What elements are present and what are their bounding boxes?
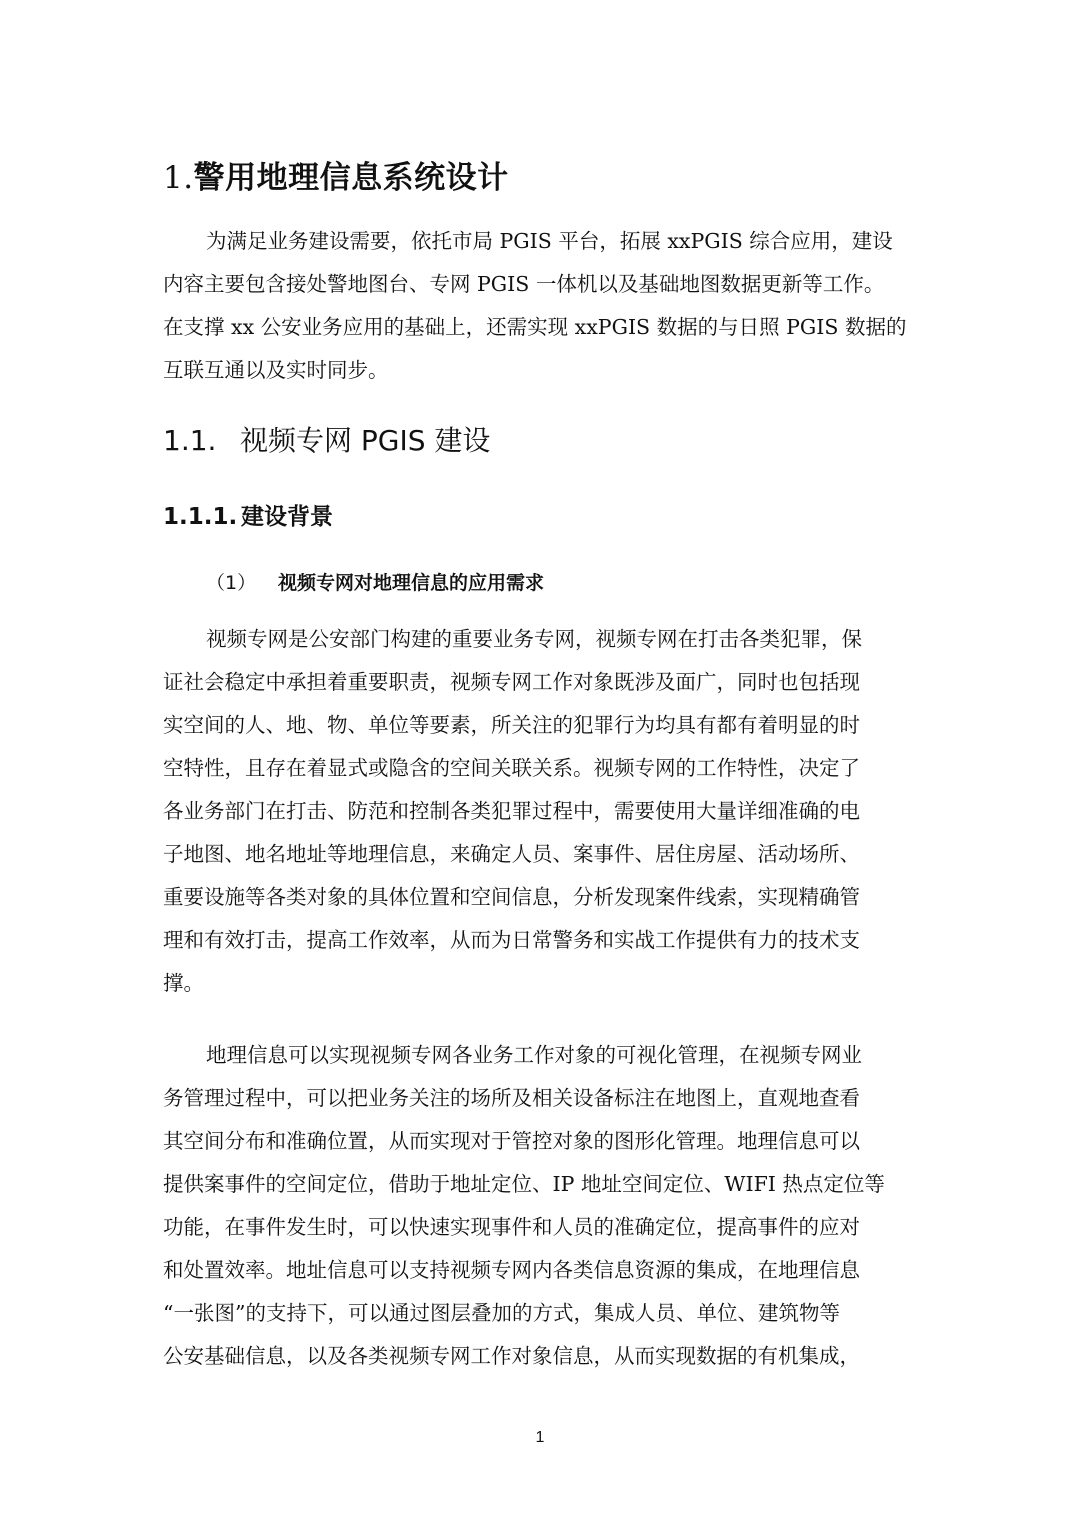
paragraph-line: 理和有效打击，提高工作效率，从而为日常警务和实战工作提供有力的技术支	[163, 928, 860, 952]
paragraph-line: 功能，在事件发生时，可以快速实现事件和人员的准确定位，提高事件的应对	[163, 1215, 860, 1239]
paragraph-line: 在支撑 xx 公安业务应用的基础上，还需实现 xxPGIS 数据的与日照 PGIS 数据的	[163, 315, 907, 339]
paragraph-line: 公安基础信息，以及各类视频专网工作对象信息，从而实现数据的有机集成，	[163, 1344, 860, 1368]
heading-2	[163, 416, 490, 466]
body-paragraph-2	[163, 1034, 923, 1378]
paragraph-line: “一张图”的支持下，可以通过图层叠加的方式，集成人员、单位、建筑物等	[163, 1301, 840, 1325]
heading-4-text: 视频专网对地理信息的应用需求	[278, 572, 545, 594]
paragraph-line: 证社会稳定中承担着重要职责，视频专网工作对象既涉及面广，同时也包括现	[163, 670, 860, 694]
paragraph-line: 各业务部门在打击、防范和控制各类犯罪过程中，需要使用大量详细准确的电	[163, 799, 860, 823]
heading-3	[163, 496, 333, 538]
paragraph-line: 提供案事件的空间定位，借助于地址定位、IP 地址空间定位、WIFI 热点定位等	[163, 1172, 885, 1196]
page-number: 1	[535, 1429, 545, 1446]
paragraph-line: 子地图、地名地址等地理信息，来确定人员、案事件、居住房屋、活动场所、	[163, 842, 860, 866]
paragraph-line: 实空间的人、地、物、单位等要素，所关注的犯罪行为均具有都有着明显的时	[163, 713, 860, 737]
paragraph-line: 撑。	[163, 971, 204, 995]
paragraph-line: 内容主要包含接处警地图台、专网 PGIS 一体机以及基础地图数据更新等工作。	[163, 272, 885, 296]
paragraph-line: 互联互通以及实时同步。	[163, 358, 389, 382]
heading-3-text: 建设背景	[241, 504, 333, 530]
paragraph-line: 重要设施等各类对象的具体位置和空间信息，分析发现案件线索，实现精确管	[163, 885, 860, 909]
heading-4-number: （1）	[206, 572, 257, 594]
body-paragraph-1	[163, 618, 923, 1005]
paragraph-line: 和处置效率。地址信息可以支持视频专网内各类信息资源的集成，在地理信息	[163, 1258, 860, 1282]
paragraph-line: 视频专网是公安部门构建的重要业务专网，视频专网在打击各类犯罪，保	[206, 627, 862, 651]
paragraph-line: 为满足业务建设需要，依托市局 PGIS 平台，拓展 xxPGIS 综合应用，建设	[206, 229, 893, 253]
heading-3-number: 1.1.1.	[163, 504, 238, 530]
heading-2-text: 视频专网 PGIS 建设	[240, 424, 491, 457]
paragraph-line: 其空间分布和准确位置，从而实现对于管控对象的图形化管理。地理信息可以	[163, 1129, 860, 1153]
heading-2-number: 1.1.	[163, 424, 217, 457]
intro-paragraph	[163, 220, 923, 392]
heading-4	[206, 564, 544, 602]
heading-1-number: 1.	[163, 160, 194, 196]
heading-1	[163, 150, 509, 206]
paragraph-line: 空特性，且存在着显式或隐含的空间关联关系。视频专网的工作特性，决定了	[163, 756, 860, 780]
paragraph-line: 务管理过程中，可以把业务关注的场所及相关设备标注在地图上，直观地查看	[163, 1086, 860, 1110]
heading-1-text: 警用地理信息系统设计	[193, 160, 509, 196]
paragraph-line: 地理信息可以实现视频专网各业务工作对象的可视化管理，在视频专网业	[206, 1043, 862, 1067]
